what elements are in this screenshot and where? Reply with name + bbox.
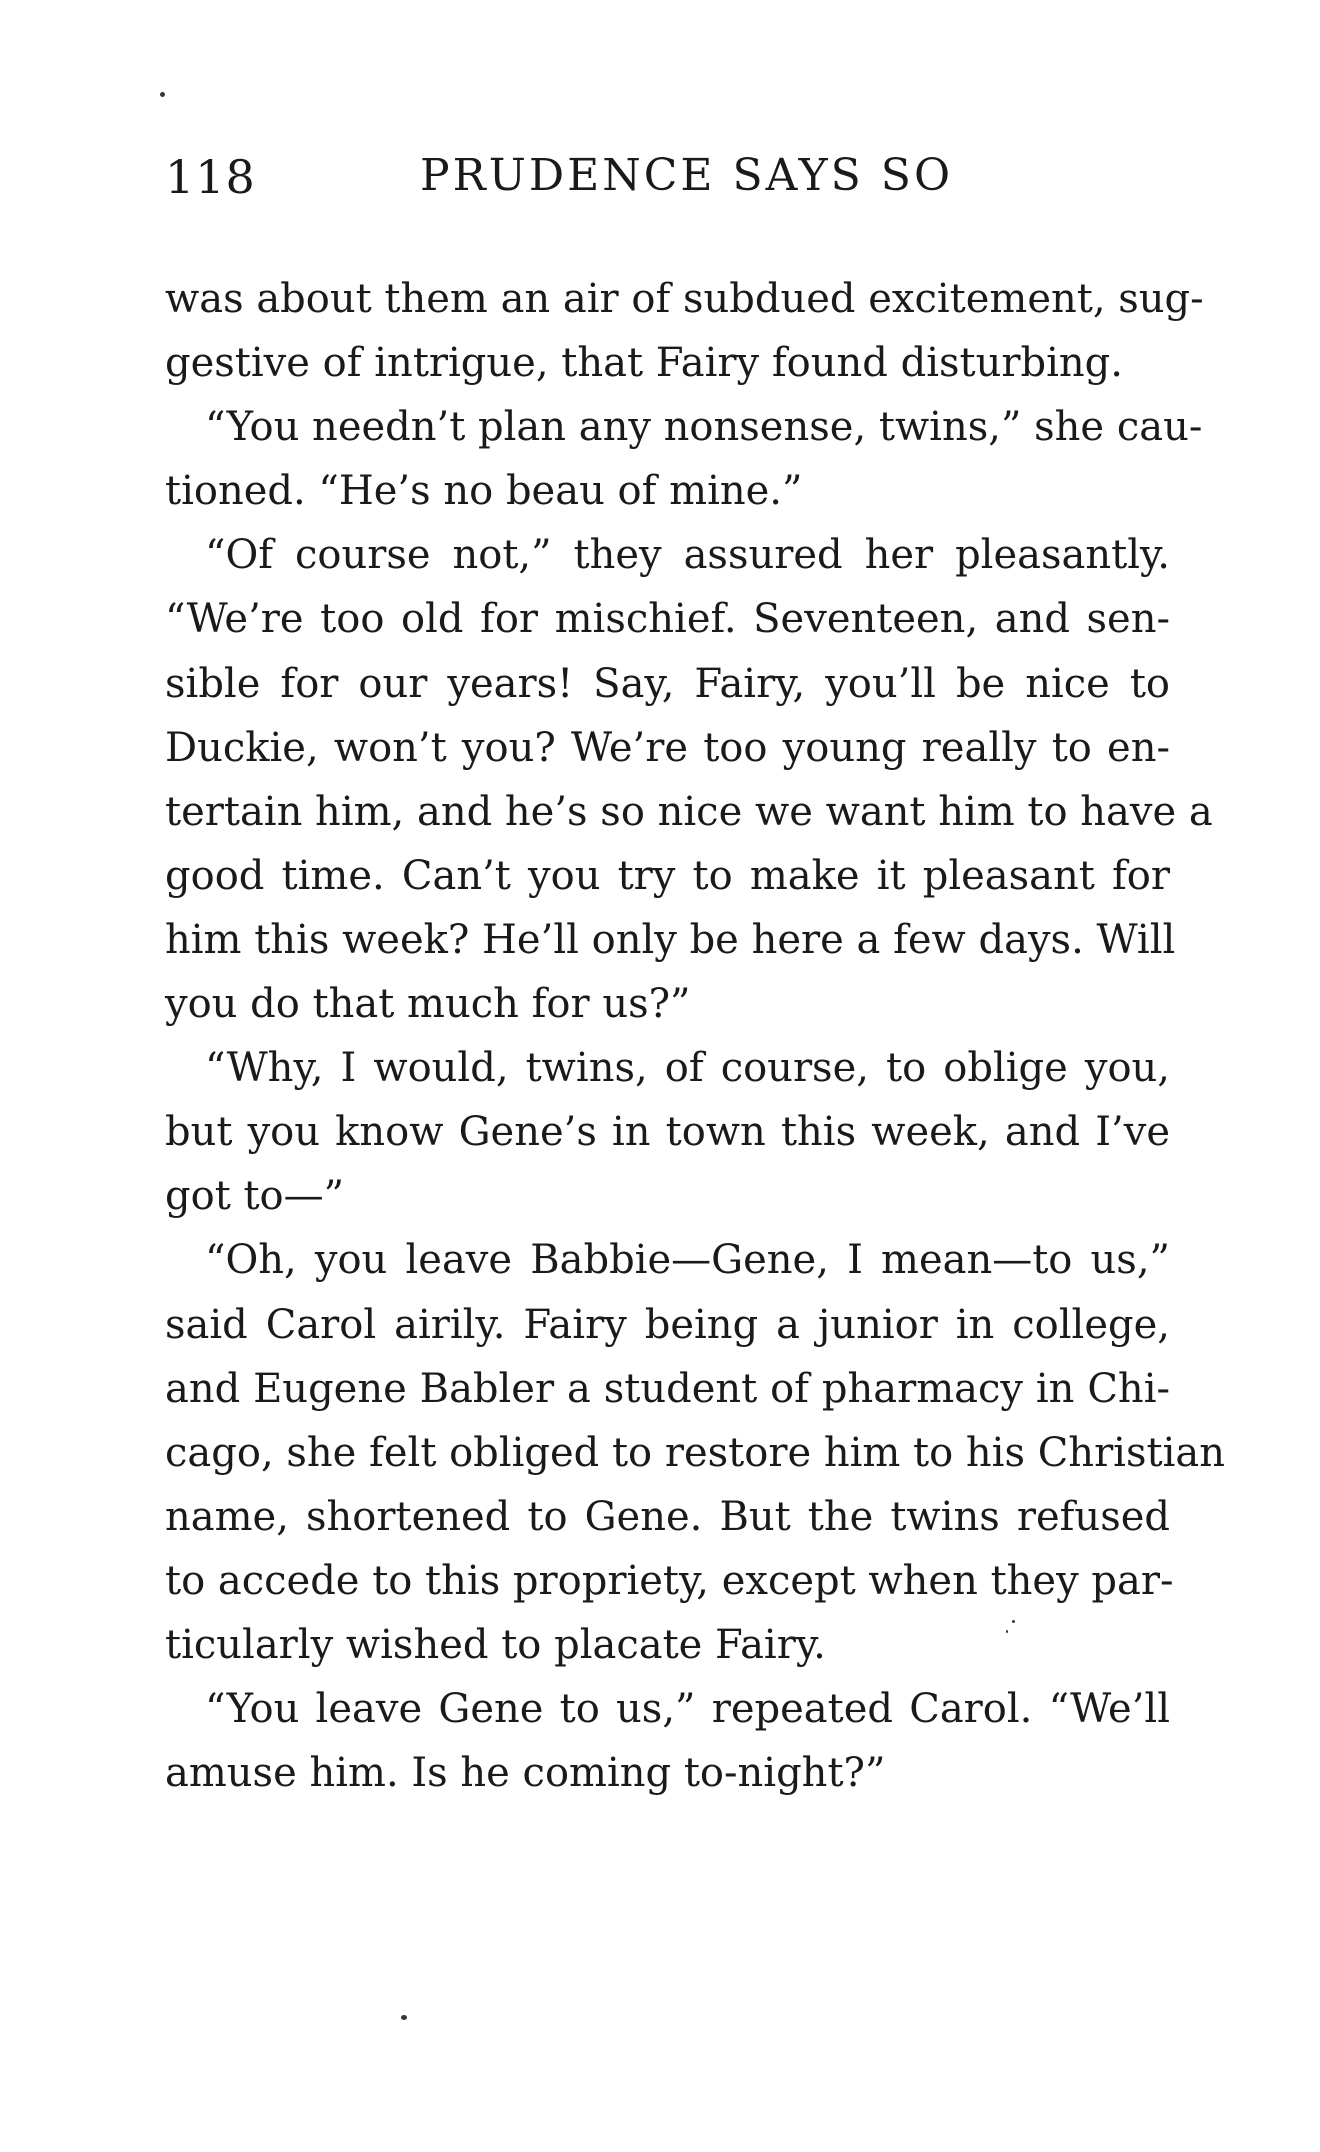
text-line: you do that much for us?” (165, 981, 691, 1028)
text-line: “You needn’t plan any nonsense, twins,” she cau- (205, 404, 1203, 451)
text-line: Duckie, won’t you? We’re too young really to en- (165, 724, 1170, 771)
page-header (165, 150, 1170, 210)
ink-speck (160, 92, 165, 97)
running-title: PRUDENCE SAYS SO (420, 150, 954, 201)
text-line: gestive of intrigue, that Fairy found disturbing. (165, 340, 1123, 387)
text-line: tioned. “He’s no beau of mine.” (165, 468, 803, 515)
text-line: “Of course not,” they assured her pleasantly. (205, 532, 1170, 579)
body-text (165, 267, 1225, 1805)
text-line: was about them an air of subdued excitement, sug- (165, 276, 1204, 322)
text-line: tertain him, and he’s so nice we want him to have a (165, 788, 1213, 835)
text-line: “We’re too old for mischief. Seventeen, and sen- (165, 596, 1170, 643)
text-line: “Why, I would, twins, of course, to oblige you, (205, 1045, 1170, 1092)
text-line: “You leave Gene to us,” repeated Carol. “We’ll (205, 1686, 1170, 1733)
text-line: him this week? He’ll only be here a few days. Will (165, 916, 1176, 963)
text-line: name, shortened to Gene. But the twins refused (165, 1493, 1170, 1540)
ink-speck (401, 2015, 407, 2020)
text-line: ticularly wished to placate Fairy. (165, 1621, 826, 1668)
text-line: said Carol airily. Fairy being a junior in college, (165, 1301, 1170, 1348)
text-line: and Eugene Babler a student of pharmacy in Chi- (165, 1365, 1170, 1412)
text-line: sible for our years! Say, Fairy, you’ll be nice to (165, 660, 1170, 707)
text-line: got to—” (165, 1173, 345, 1220)
text-line: amuse him. Is he coming to-night?” (165, 1750, 886, 1797)
text-line: to accede to this propriety, except when they par- (165, 1557, 1174, 1604)
text-line: but you know Gene’s in town this week, and I’ve (165, 1109, 1170, 1156)
text-line: “Oh, you leave Babbie—Gene, I mean—to us,” (205, 1237, 1170, 1284)
text-line: good time. Can’t you try to make it pleasant for (165, 852, 1170, 899)
ink-speck (1006, 1630, 1008, 1633)
text-line: cago, she felt obliged to restore him to his Christian (165, 1429, 1225, 1476)
ink-speck (1012, 1620, 1015, 1623)
page-number: 118 (165, 150, 256, 204)
